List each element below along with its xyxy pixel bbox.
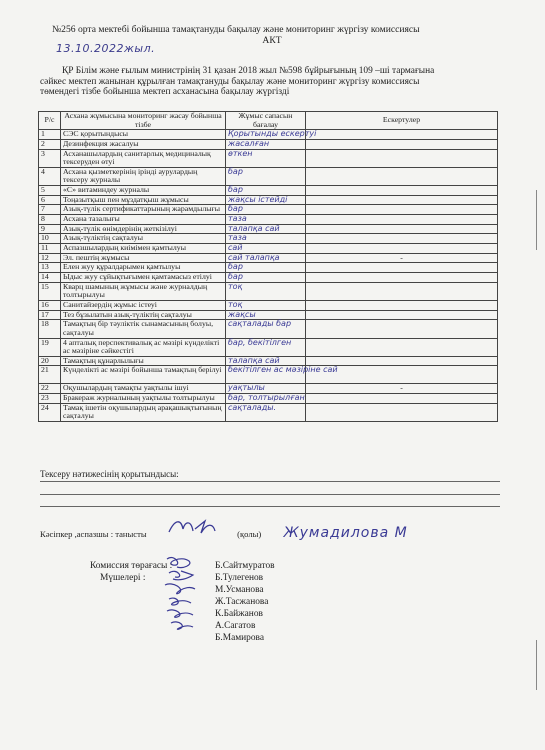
table-row [39, 215, 498, 225]
table-row [39, 403, 498, 421]
row-note [306, 130, 498, 140]
row-item: Тез бұзылатын азық-түліктің сақталуы [61, 310, 226, 320]
row-item: Елен жуу құралдарымен қамтылуы [61, 263, 226, 273]
row-item: Асханашылардың санитарлық медициналық тексеруден өтуі [61, 149, 226, 167]
col-header-notes: Ескертулер [306, 112, 498, 130]
row-quality: талапқа сай [226, 356, 306, 366]
row-quality: бар [226, 167, 306, 185]
row-quality: Қорытынды ескертуі [226, 130, 306, 140]
row-number: 22 [39, 384, 61, 394]
row-quality: бекітілген ас мәзіріне сай [226, 366, 306, 384]
row-item: Тоңазытқыш пен мұздатқыш жұмысы [61, 195, 226, 205]
row-quality: бар [226, 273, 306, 283]
row-note [306, 244, 498, 254]
row-item: Күнделікті ас мәзірі бойынша тамақтың берілуі [61, 366, 226, 384]
row-note [306, 195, 498, 205]
row-note [306, 215, 498, 225]
intro-line-3: төмендегі тізбе бойынша мектеп асханасына бақылау жүргізді [40, 87, 290, 98]
check-result-label: Тексеру нәтижесінің қорытындысы: [40, 469, 179, 479]
row-item: Дезинфекция жасалуы [61, 139, 226, 149]
row-note [306, 320, 498, 338]
table-row [39, 282, 498, 300]
row-quality: тоқ [226, 301, 306, 311]
result-line [40, 506, 500, 507]
row-quality: бар [226, 185, 306, 195]
row-quality: таза [226, 234, 306, 244]
table-row [39, 338, 498, 356]
commission-member-name: А.Сагатов [215, 621, 256, 631]
row-number: 2 [39, 139, 61, 149]
row-quality: бар [226, 205, 306, 215]
row-item: Санитайзердің жұмыс істеуі [61, 301, 226, 311]
commission-member-name: Ж.Тасжанова [215, 597, 269, 607]
result-line [40, 481, 500, 482]
row-item: 4 апталық перспективалық ас мәзірі күнделікті ас мәзіріне сәйкестігі [61, 338, 226, 356]
row-quality: жасалған [226, 139, 306, 149]
row-item: Асхана қызметкерінің ірінді аурулардың тексеру журналы [61, 167, 226, 185]
row-number: 1 [39, 130, 61, 140]
table-row [39, 139, 498, 149]
monitoring-table [38, 111, 498, 422]
row-number: 8 [39, 215, 61, 225]
table-row [39, 394, 498, 404]
row-quality: таза [226, 215, 306, 225]
row-item: «С» витаминдеу журналы [61, 185, 226, 195]
commission-member-name: Б.Тулегенов [215, 573, 264, 583]
row-number: 23 [39, 394, 61, 404]
row-item: Азық-түліктің сақталуы [61, 234, 226, 244]
row-item: Тамақтың бір тәуліктік сынамасының болуы, сақталуы [61, 320, 226, 338]
row-note: - [306, 253, 498, 263]
row-item: Ыдыс жуу сұйықтығымен қамтамасыз етілуі [61, 273, 226, 283]
row-item: Тамақ ішетін оқушылардың арақашықтығының сақталуы [61, 403, 226, 421]
row-note [306, 234, 498, 244]
row-quality: өткен [226, 149, 306, 167]
commission-member-name: К.Байжанов [215, 609, 263, 619]
row-note [306, 149, 498, 167]
row-number: 16 [39, 301, 61, 311]
cook-name-handwritten: Жумадилова М [283, 525, 408, 541]
row-quality: жақсы [226, 310, 306, 320]
table-row [39, 366, 498, 384]
row-quality: сақталады бар [226, 320, 306, 338]
row-number: 21 [39, 366, 61, 384]
row-item: Азық-түлік өнімдерінің жеткізілуі [61, 224, 226, 234]
row-note [306, 301, 498, 311]
commission-member-name: Б.Сайтмуратов [215, 561, 275, 571]
row-quality: уақтылы [226, 384, 306, 394]
row-number: 10 [39, 234, 61, 244]
row-item: СЭС қорытындысы [61, 130, 226, 140]
commission-member-name: Б.Мамирова [215, 633, 265, 643]
row-number: 12 [39, 253, 61, 263]
intro-line-1: ҚР Білім және ғылым министрінің 31 қазан 2018 жыл №598 бұйрығының 109 –ші тармағына [62, 66, 435, 76]
row-note [306, 403, 498, 421]
row-quality: тоқ [226, 282, 306, 300]
row-note [306, 185, 498, 195]
result-line [40, 494, 500, 495]
row-number: 11 [39, 244, 61, 254]
row-number: 19 [39, 338, 61, 356]
row-note [306, 205, 498, 215]
row-note [306, 273, 498, 283]
commission-member-name: М.Усманова [215, 585, 264, 595]
table-row [39, 273, 498, 283]
row-number: 15 [39, 282, 61, 300]
handwritten-date: 13.10.2022жыл. [56, 42, 156, 55]
row-item: Кварц шамының жұмысы және журналдың толтырылуы [61, 282, 226, 300]
col-header-num: Р/с [39, 112, 61, 130]
ack-label: Кәсіпкер ,аспазшы : танысты [40, 529, 147, 539]
table-row [39, 149, 498, 167]
title-line-1: №256 орта мектебі бойынша тамақтануды бақылау және мониторинг жүргізу комиссиясы [52, 24, 420, 35]
chair-label: Комиссия төрағасы : [90, 561, 173, 571]
row-quality: сай талапқа [226, 253, 306, 263]
row-note: - [306, 384, 498, 394]
cook-signature [165, 517, 235, 540]
row-quality: бар [226, 263, 306, 273]
row-number: 4 [39, 167, 61, 185]
act-heading: АКТ [262, 35, 282, 46]
row-quality: бар, бекітілген [226, 338, 306, 356]
row-item: Азық-түлік сертификаттарының жарамдылығы [61, 205, 226, 215]
row-note [306, 139, 498, 149]
row-item: Тамақтың құнарлылығы [61, 356, 226, 366]
intro-paragraph [40, 66, 490, 98]
members-label: Мүшелері : [100, 573, 146, 583]
row-quality: сай [226, 244, 306, 254]
row-quality: бар, толтырылған [226, 394, 306, 404]
row-note [306, 282, 498, 300]
row-item: Асхана тазалығы [61, 215, 226, 225]
table-row [39, 167, 498, 185]
row-number: 3 [39, 149, 61, 167]
row-note [306, 263, 498, 273]
row-note [306, 338, 498, 356]
row-number: 6 [39, 195, 61, 205]
row-note [306, 394, 498, 404]
row-number: 18 [39, 320, 61, 338]
row-item: Аспазшылардың киімімен қамтылуы [61, 244, 226, 254]
row-note [306, 167, 498, 185]
row-item: Эл. пештің жұмысы [61, 253, 226, 263]
row-number: 13 [39, 263, 61, 273]
scan-edge-mark [536, 640, 537, 690]
row-number: 17 [39, 310, 61, 320]
signature-caption: (қолы) [237, 529, 262, 539]
col-header-item: Асхана жұмысына мониторинг жасау бойынша тізбе [61, 112, 226, 130]
table-row [39, 244, 498, 254]
row-item: Оқушылардың тамақты уақтылы ішуі [61, 384, 226, 394]
row-note [306, 224, 498, 234]
row-number: 9 [39, 224, 61, 234]
row-quality: жақсы істейді [226, 195, 306, 205]
row-number: 20 [39, 356, 61, 366]
row-number: 14 [39, 273, 61, 283]
intro-line-2: сәйкес мектеп жанынан құрылған тамақтануды бақылау және мониторинг жүргізу комиссиясы [40, 76, 420, 87]
acknowledgement-line [40, 517, 510, 541]
row-note [306, 310, 498, 320]
table-row [39, 320, 498, 338]
row-number: 5 [39, 185, 61, 195]
row-quality: талапқа сай [226, 224, 306, 234]
table-row [39, 301, 498, 311]
row-item: Бракераж журналының уақтылы толтырылуы [61, 394, 226, 404]
table-row [39, 130, 498, 140]
row-number: 24 [39, 403, 61, 421]
scan-edge-mark [536, 190, 537, 250]
row-number: 7 [39, 205, 61, 215]
col-header-quality: Жұмыс сапасын бағалау [226, 112, 306, 130]
table-row [39, 185, 498, 195]
row-quality: сақталады. [226, 403, 306, 421]
